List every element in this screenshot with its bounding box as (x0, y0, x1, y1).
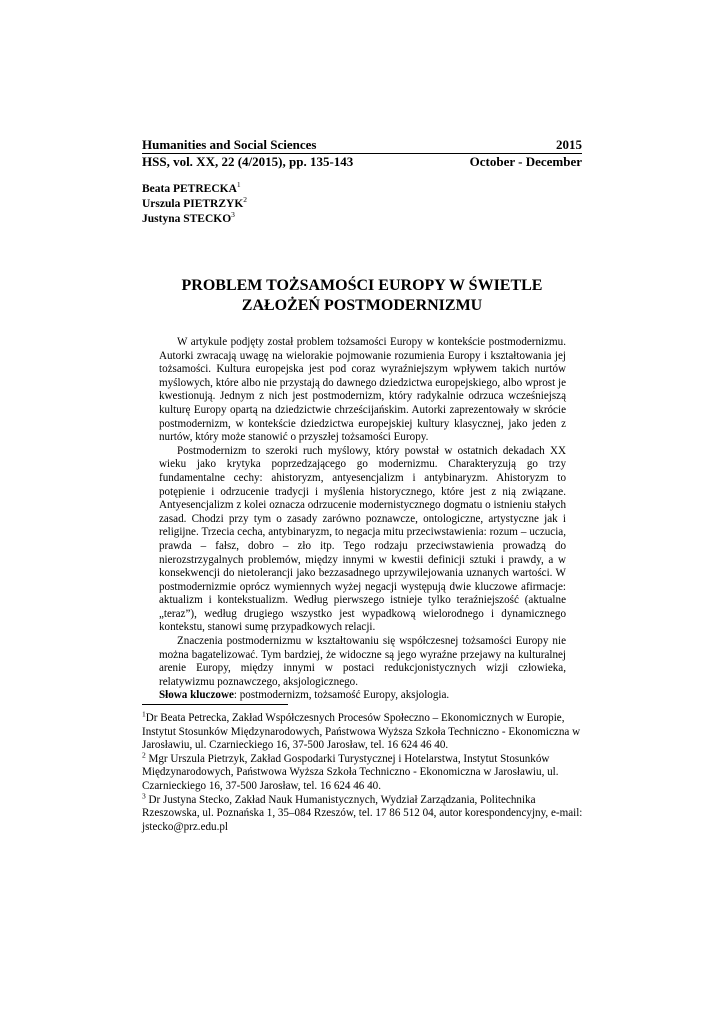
footnote-1 (142, 709, 588, 753)
footnote-divider (142, 704, 288, 705)
journal-volume: HSS, vol. XX, 22 (4/2015), pp. 135-143 (142, 154, 354, 169)
footnotes (142, 709, 588, 834)
author-name: Justyna STECKO (142, 213, 232, 225)
abstract (159, 336, 566, 703)
footnote-mark: 1 (142, 709, 146, 719)
author-footnote-mark: 2 (243, 195, 248, 205)
footnote-mark: 2 (142, 750, 146, 760)
keywords (159, 689, 566, 703)
journal-header-row-2 (142, 154, 582, 170)
journal-name: Humanities and Social Sciences (142, 137, 317, 152)
footnote-3 (142, 790, 588, 835)
author-name: Beata PETRECKA (142, 183, 237, 195)
journal-header (142, 137, 582, 170)
author-list (142, 182, 247, 227)
author-1 (142, 182, 247, 197)
abstract-paragraph-2: Postmodernizm to szeroki ruch myślowy, który powstał w ostatnich dekadach XX wieku jako krytyka poprzedzającego go modernizmu. Charakteryzują go trzy fundamentalne cechy: ahistoryzm, antyesencjalizm i antybinaryzm. Ahistoryzm to potępienie i odrzucenie tradycji i myślenia historycznego, które jest z nią związane. Antyesencjalizm z kolei oznacza odrzucenie modernistycznego dogmatu o istnieniu stałych zasad. Chodzi przy tym o zasady zarówno poznawcze, ontologiczne, artystyczne jak i religijne. Trzecia cecha, antybinaryzm, to negacja mitu przeciwstawienia: rozum – uczucia, prawda – fałsz, dobro – zło itp. Tego rodzaju przeciwstawienia prowadzą do nierozstrzygalnych problemów, między innymi w kwestii definicji sztuki i prawdy, a w konsekwencji do nietolerancji jako bezzasadnego uprzywilejowania uznanych wartości. W postmodernizmie oprócz wymiennych wyżej negacji występują dwie kluczowe afirmacje: aktualizm i kontekstualizm. Według pierwszego istnieje tylko teraźniejszość (aktualne „teraz”), według drugiego wszystko jest wypadkową wielorodnego i dynamicznego kontekstu, stanowi sumę przypadkowych relacji. (159, 444, 566, 634)
journal-header-row-1 (142, 137, 582, 154)
paper-title-line-1: PROBLEM TOŻSAMOŚCI EUROPY W ŚWIETLE (181, 277, 543, 294)
journal-year: 2015 (556, 137, 582, 152)
author-3 (142, 212, 247, 227)
keywords-label: Słowa kluczowe (159, 689, 234, 702)
paper-title-line-2: ZAŁOŻEŃ POSTMODERNIZMU (241, 297, 483, 314)
footnote-text: Dr Beata Petrecka, Zakład Współczesnych Procesów Społeczno – Ekonomicznych w Europie, Instytut Stosunków Międzynarodowych, Państwowa Wyższa Szkoła Techniczno - Ekonomiczna w Jarosławiu, ul. Czarnieckiego 16, 37-500 Jarosław, tel. 16 624 46 40. (142, 712, 581, 752)
abstract-paragraph-1: W artykule podjęty został problem tożsamości Europy w kontekście postmodernizmu. Autorki zwracają uwagę na wielorakie pojmowanie rozumienia Europy i kształtowania jej tożsamości. Kultura europejska jest pod coraz wyraźniejszym wpływem takich nurtów myślowych, które albo nie przystają do dawnego dziedzictwa europejskiego, albo wprost je kwestionują. Jednym z nich jest postmodernizm, który radykalnie odrzuca wcześniejszą kulturę Europy opartą na dziedzictwie chrześcijańskim. Autorki zaprezentowały w skrócie postmodernizm, w kontekście dziedzictwa europejskiej kultury klasycznej, jako jeden z nurtów, który może stanowić o przyszłej tożsamości Europy. (159, 336, 566, 444)
footnote-text: Dr Justyna Stecko, Zakład Nauk Humanistycznych, Wydział Zarządzania, Politechnika Rzeszowska, ul. Poznańska 1, 35–084 Rzeszów, tel. 17 86 512 04, autor korespondencyjny, e-mail: jstecko@prz.edu.pl (142, 793, 583, 833)
journal-period: October - December (469, 154, 582, 169)
author-footnote-mark: 1 (236, 180, 241, 190)
author-name: Urszula PIETRZYK (142, 198, 244, 210)
abstract-paragraph-3: Znaczenia postmodernizmu w kształtowaniu się współczesnej tożsamości Europy nie można bagatelizować. Tym bardziej, że widoczne są jego wyraźne przejawy na kulturalnej arenie Europy, między innymi w postaci redukcjonistycznych wizji człowieka, relatywizmu poznawczego, aksjologicznego. (159, 635, 566, 688)
footnote-mark: 3 (142, 790, 146, 800)
keywords-list: : postmodernizm, tożsamość Europy, aksjologia. (233, 689, 450, 702)
author-footnote-mark: 3 (231, 210, 235, 220)
footnote-2 (142, 750, 588, 794)
paper-title (142, 276, 582, 316)
footnote-text: Mgr Urszula Pietrzyk, Zakład Gospodarki Turystycznej i Hotelarstwa, Instytut Stosunków Międzynarodowych, Państwowa Wyższa Szkoła Techniczno - Ekonomiczna w Jarosławiu, ul. Czarnieckiego 16, 37-500 Jarosław, tel. 16 624 46 40. (142, 752, 559, 792)
